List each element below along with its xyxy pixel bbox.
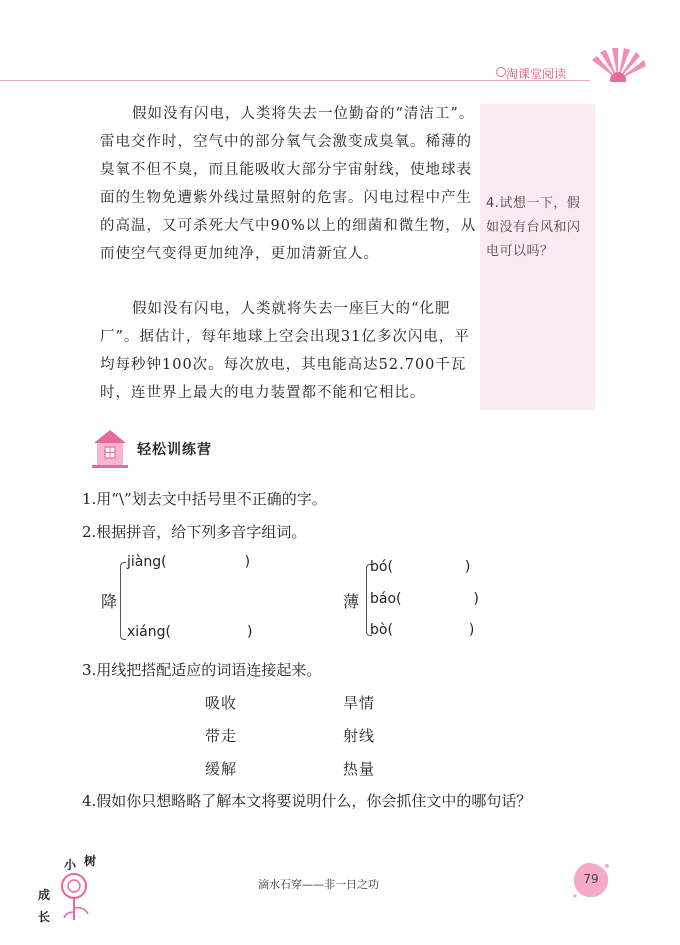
pinyin-bao: báo( ) — [370, 591, 479, 607]
header-rule — [0, 80, 590, 81]
match-right-item: 射线 — [343, 727, 376, 745]
polyphone-char-2: 薄 — [343, 592, 360, 611]
match-left-item: 缓解 — [205, 760, 238, 778]
house-icon — [90, 427, 130, 469]
pinyin-bo2: bó( ) — [370, 559, 471, 575]
swirl-icon — [496, 67, 506, 77]
question-1: 1.用“\”划去文中括号里不正确的字。 — [82, 490, 327, 508]
match-left-item: 带走 — [205, 727, 238, 745]
sunburst-icon — [588, 48, 648, 82]
question-3: 3.用线把搭配适应的词语连接起来。 — [82, 661, 322, 679]
match-right-item: 热量 — [343, 760, 376, 778]
brace — [120, 562, 126, 640]
match-left-item: 吸收 — [205, 694, 238, 712]
section-title: 轻松训练营 — [137, 442, 212, 458]
pinyin-xiang: xiáng( ) — [127, 624, 253, 640]
pinyin-bo4: bò( ) — [370, 622, 475, 638]
footer-motto: 滴水石穿——非一日之功 — [258, 878, 379, 891]
page-number: 79 — [583, 872, 599, 886]
passage-paragraph-2: 假如没有闪电，人类就将失去一座巨大的“化肥厂”。据估计，每年地球上空会出现31亿多次闪电，平均每秒钟100次。每次放电，其电能高达52.700千瓦时，连世界上最大的电力装置都不能和它相比。 — [100, 301, 470, 401]
header-label: 淘课堂阅读 — [506, 67, 567, 81]
brand-char: 树 — [84, 854, 97, 868]
question-4: 4.假如你只想略略了解本文将要说明什么，你会抓住文中的哪句话？ — [82, 792, 532, 810]
polyphone-char-1: 降 — [101, 592, 118, 611]
side-note-text: 4.试想一下，假如没有台风和闪电可以吗？ — [486, 196, 581, 259]
passage-paragraph-1: 假如没有闪电，人类将失去一位勤奋的“清洁工”。雷电交作时，空气中的部分氧气会激变成臭氧。稀薄的臭氧不但不臭，而且能吸收大部分宇宙射线，使地球表面的生物免遭紫外线过量照射的危害。闪电过程中产生的高温，又可杀死大气中90%以上的细菌和微生物，从而使空气变得更加纯净，更加清新宜人。 — [100, 106, 477, 262]
brand-char: 成 — [38, 888, 51, 902]
match-right-item: 旱情 — [343, 694, 376, 712]
brand-char: 长 — [38, 910, 51, 924]
brand-char: 小 — [64, 858, 77, 872]
question-2: 2.根据拼音，给下列多音字组词。 — [82, 523, 307, 541]
pinyin-jiang: jiàng( ) — [127, 554, 251, 570]
